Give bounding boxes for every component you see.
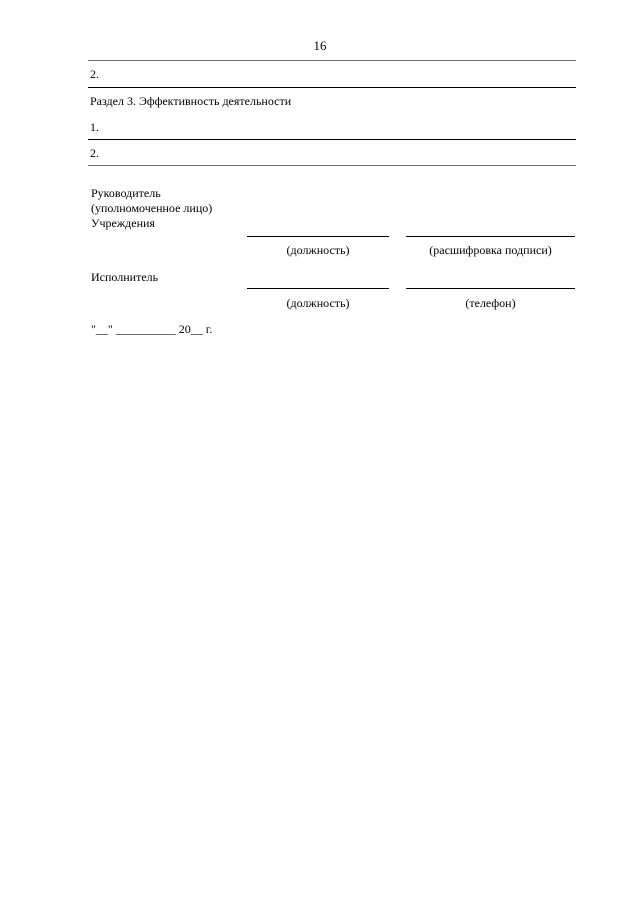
position-caption: (должность)	[286, 243, 350, 257]
name-signature-line[interactable]	[406, 236, 575, 237]
table-row: 2.	[90, 67, 99, 81]
head-label-line3: Учреждения	[91, 216, 155, 230]
executor-label: Исполнитель	[91, 270, 159, 284]
head-label-line1: Руководитель	[91, 186, 161, 200]
table-rule-top	[88, 60, 576, 61]
executor-phone-caption: (телефон)	[465, 296, 516, 310]
table-rule-bottom	[88, 165, 576, 166]
executor-phone-line[interactable]	[406, 288, 575, 289]
date-line: "__" __________ 20__ г.	[91, 322, 213, 336]
executor-position-line[interactable]	[247, 288, 389, 289]
table-rule	[88, 139, 576, 140]
table-row: 1.	[90, 120, 99, 134]
head-label-line2: (уполномоченное лицо)	[91, 201, 213, 215]
table-row: 2.	[90, 146, 99, 160]
position-signature-line[interactable]	[247, 236, 389, 237]
head-label	[91, 186, 212, 231]
section-heading: Раздел 3. Эффективность деятельности	[90, 94, 292, 108]
table-rule	[88, 87, 576, 88]
signature-transcript-caption: (расшифровка подписи)	[429, 243, 552, 257]
page-number: 16	[313, 38, 327, 53]
executor-position-caption: (должность)	[286, 296, 350, 310]
